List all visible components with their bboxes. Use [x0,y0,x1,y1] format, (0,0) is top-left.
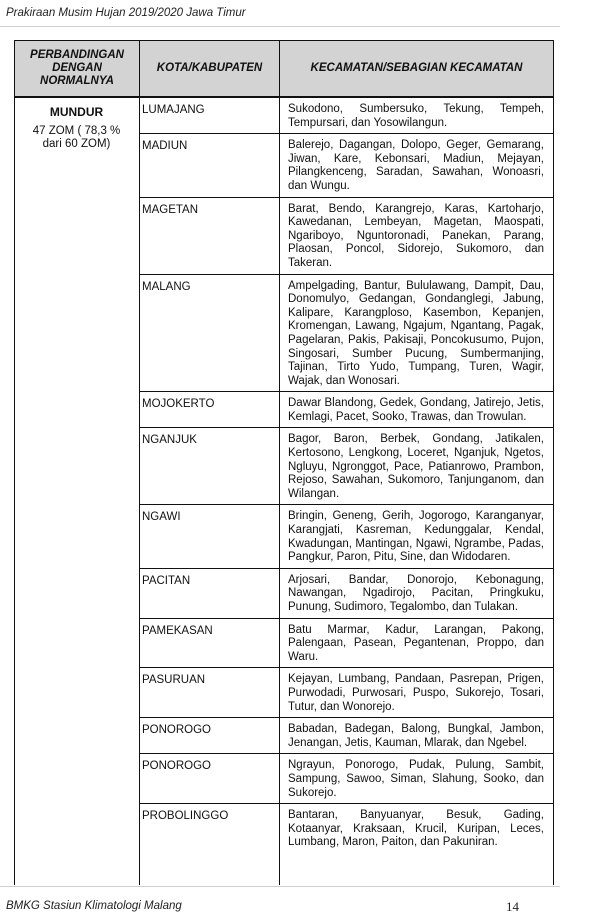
table-header [15,41,553,98]
table-body [139,98,553,853]
table-row [139,98,553,134]
kota-cell: PONOROGO [142,724,212,737]
kota-cell: MALANG [142,280,191,293]
kota-cell: LUMAJANG [142,104,205,116]
kecamatan-cell: Kejayan, Lumbang, Pandaan, Pasrepan, Prigen, Purwodadi, Purwosari, Puspo, Sukorejo, Tosari, Tutur, dan Wonorejo. [288,673,544,713]
footer-organization: BMKG Stasiun Klimatologi Malang [6,900,182,912]
kecamatan-cell: Babadan, Badegan, Balong, Bungkal, Jambon, Jenangan, Jetis, Kauman, Mlarak, dan Ngebel. [288,723,544,749]
kota-cell: PACITAN [142,574,191,587]
kota-cell: NGAWI [142,511,181,524]
header-divider [0,26,560,27]
column-header-kota: KOTA/KABUPATEN [140,41,280,96]
kecamatan-cell: Ampelgading, Bantur, Bululawang, Dampit, Dau, Donomulyo, Gedangan, Gondanglegi, Jabung, Kalipare, Karangploso, Kasembon, Kepanjen, Kromengan, Lawang, Ngajum, Ngantang, Pagak, Pagelaran, Pakis, Pakisaji, Poncokusumo, Pujon, Singosari, Sumber Pucung, Sumbermanjing, Tajinan, Tirto Yudo, Tumpang, Turen, Wagir, Wajak, dan Wonosari. [288,279,544,387]
kecamatan-cell: Sukodono, Sumbersuko, Tekung, Tempeh, Tempursari, dan Yosowilangun. [288,103,544,129]
table-row [139,392,553,428]
kota-cell: MOJOKERTO [142,398,215,411]
footer-divider [0,886,560,887]
column-header-kecamatan: KECAMATAN/SEBAGIAN KECAMATAN [310,62,523,74]
table-row [139,198,553,275]
kota-cell: PONOROGO [142,760,212,773]
kota-cell: MADIUN [142,140,188,153]
table-row [139,804,553,853]
kecamatan-cell: Batu Marmar, Kadur, Larangan, Pakong, Palengaan, Pasean, Pegantenan, Proppo, dan Waru. [288,623,544,663]
kecamatan-cell: Dawar Blandong, Gedek, Gondang, Jatirejo, Jetis, Kemlagi, Pacet, Sooko, Trawas, dan Trowulan. [288,397,544,423]
kecamatan-cell: Bagor, Baron, Berbek, Gondang, Jatikalen, Kertosono, Lengkong, Loceret, Nganjuk, Ngetos, Ngluyu, Ngronggot, Pace, Patianrowo, Prambon, Rejoso, Sawahan, Sukomoro, Tanjunganom, dan Wilangan. [288,433,544,500]
kecamatan-cell: Balerejo, Dagangan, Dolopo, Geger, Gemarang, Jiwan, Kare, Kebonsari, Madiun, Mejayan, Pilangkenceng, Saradan, Sawahan, Wonoasri, dan Wungu. [288,139,544,192]
table-row [139,505,553,568]
kecamatan-cell: Bringin, Geneng, Gerih, Jogorogo, Karanganyar, Karangjati, Kasreman, Kedunggalar, Kendal, Kwadungan, Mantingan, Ngawi, Ngrambe, Padas, Pangkur, Paron, Pitu, Sine, dan Widodaren. [288,510,544,564]
table-row [139,619,553,669]
comparison-group [15,105,138,151]
kecamatan-cell: Ngrayun, Ponorogo, Pudak, Pulung, Sambit, Sampung, Sawoo, Siman, Slahung, Sooko, dan Sukorejo. [288,759,544,799]
table-row [139,275,553,393]
kota-cell: PROBOLINGGO [142,810,229,823]
comparison-detail: 47 ZOM ( 78,3 % dari 60 ZOM) [32,125,121,150]
kota-cell: NGANJUK [142,434,197,447]
table-row [139,134,553,197]
kota-cell: PAMEKASAN [142,624,213,637]
kecamatan-cell: Bantaran, Banyuanyar, Besuk, Gading, Kotaanyar, Kraksaan, Krucil, Kuripan, Leces, Lumbang, Maron, Paiton, dan Pakuniran. [288,809,544,849]
kota-cell: PASURUAN [142,674,206,687]
table-row [139,428,553,505]
column-header-comparison: PERBANDINGAN DENGAN NORMALNYA [15,41,140,96]
kota-cell: MAGETAN [142,203,199,216]
page-header-title: Prakiraan Musim Hujan 2019/2020 Jawa Timur [6,7,246,19]
table-row [139,569,553,619]
kecamatan-cell: Arjosari, Bandar, Donorojo, Kebonagung, Nawangan, Ngadirojo, Pacitan, Pringkuku, Punung, Sudimoro, Tegalombo, dan Tulakan. [288,573,544,613]
table-row [139,668,553,718]
table-row [139,754,553,804]
comparison-status: MUNDUR [49,105,104,119]
page-number: 14 [506,899,519,914]
table-row [139,718,553,754]
kecamatan-cell: Barat, Bendo, Karangrejo, Karas, Kartoharjo, Kawedanan, Lembeyan, Magetan, Maospati, Ngariboyo, Nguntoronadi, Panekan, Parang, Plaosan, Poncol, Sidorejo, Sukomoro, dan Takeran. [288,202,544,269]
forecast-table [14,40,554,885]
